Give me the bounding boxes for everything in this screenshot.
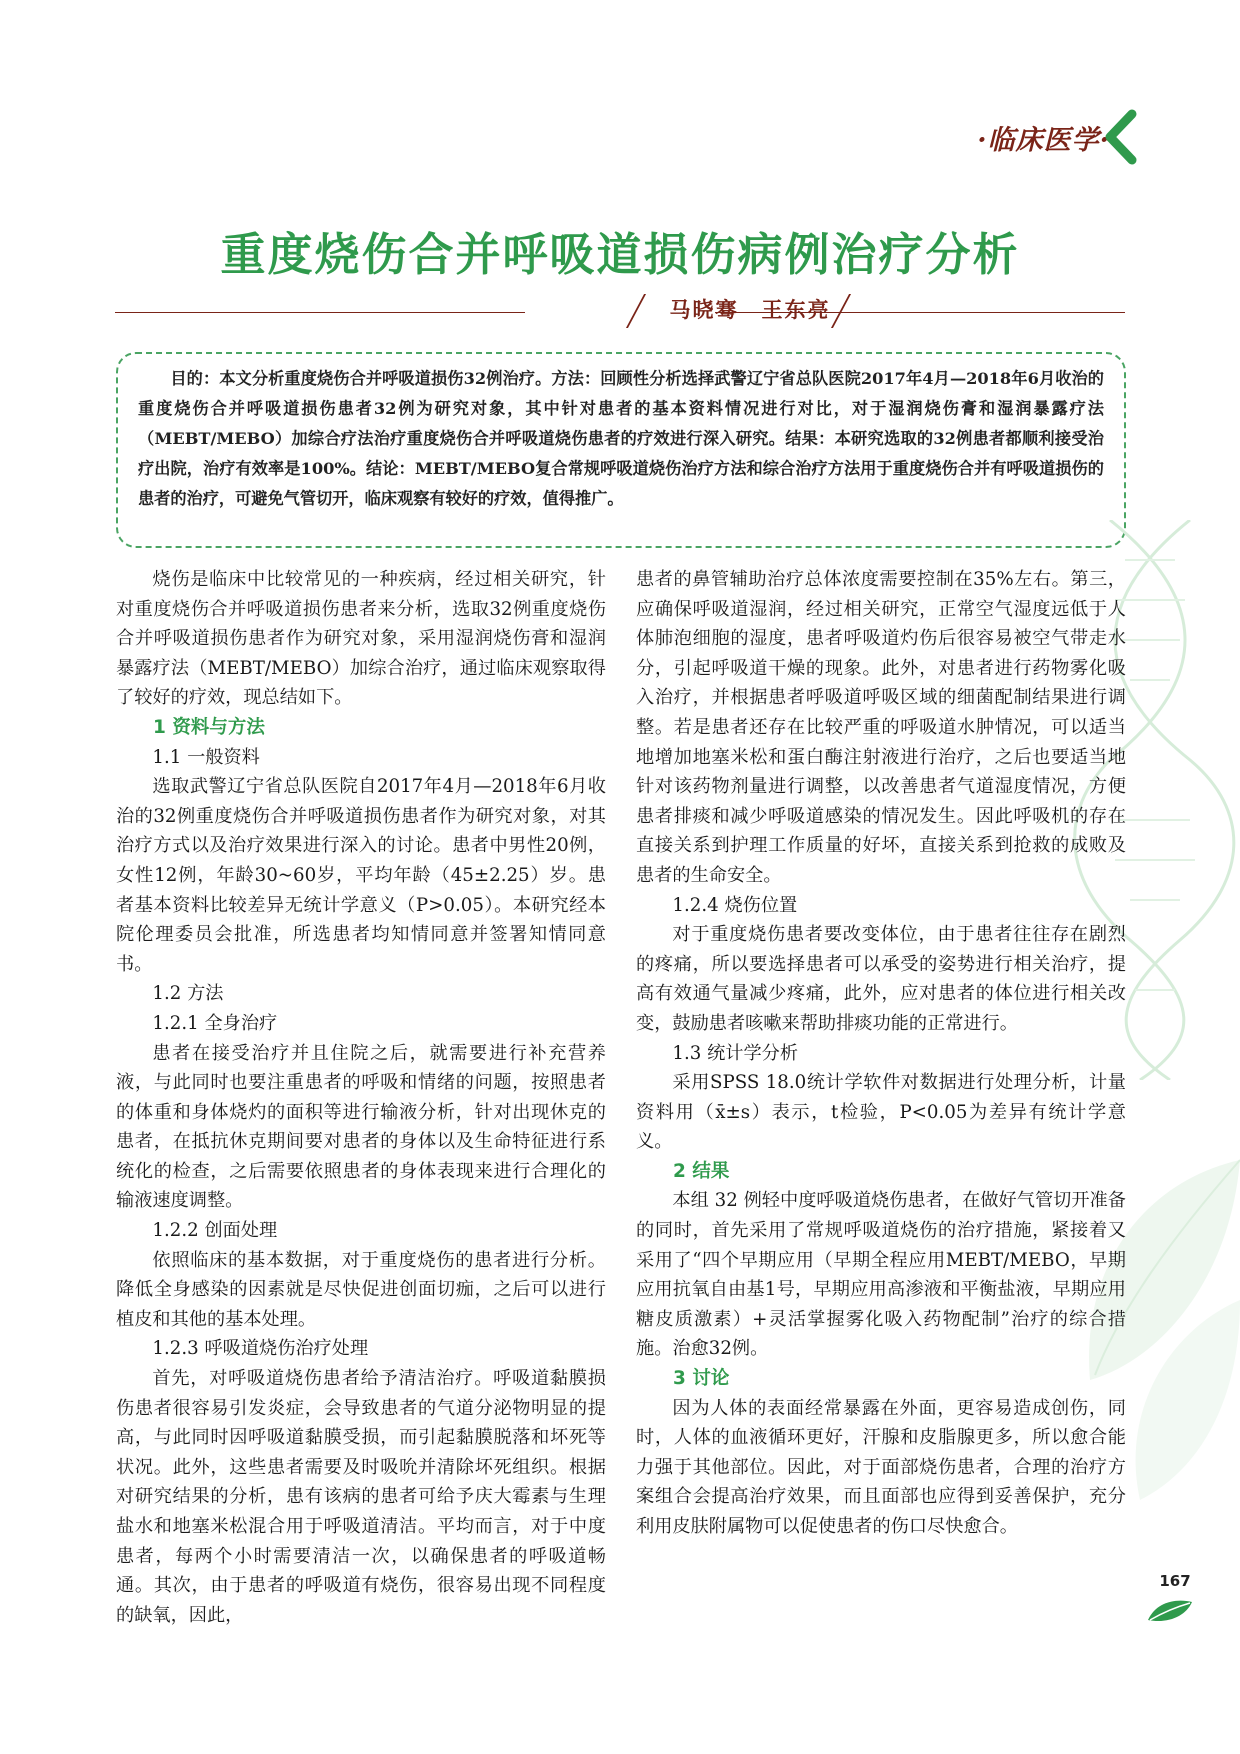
heading-burn-position: 1.2.4 烧伤位置 — [672, 894, 798, 916]
heading-systemic-treatment: 1.2.1 全身治疗 — [152, 1012, 278, 1034]
leaf-icon — [1146, 1596, 1194, 1626]
paragraph-burn-position: 对于重度烧伤患者要改变体位，由于患者往往存在剧烈的疼痛，所以要选择患者可以承受的姿势进行相关治疗，提高有效通气量减少疼痛，此外，应对患者的体位进行相关改变，鼓励患者咳嗽来帮助排痰功能的正常进行。 — [636, 924, 1126, 1034]
heading-materials-methods: 1 资料与方法 — [153, 716, 265, 738]
article-title: 重度烧伤合并呼吸道损伤病例治疗分析 — [220, 228, 1020, 281]
right-column — [636, 565, 1126, 1542]
section-label: ·临床医学· — [977, 125, 1110, 156]
paragraph-airway-burn-treatment: 首先，对呼吸道烧伤患者给予清洁治疗。呼吸道黏膜损伤患者很容易引发炎症，会导致患者的气道分泌物明显的提高，与此同时因呼吸道黏膜受损，而引起黏膜脱落和坏死等状况。此外，这些患者需要及时吸吮并清除坏死组织。根据对研究结果的分析，患有该病的患者可给予庆大霉素与生理盐水和地塞米松混合用于呼吸道清洁。平均而言，对于中度患者，每两个小时需要清洁一次，以确保患者的呼吸道畅通。其次，由于患者的呼吸道有烧伤，很容易出现不同程度的缺氧，因此， — [116, 1368, 606, 1626]
article-authors: 马晓骞 王东亮 — [669, 297, 831, 322]
paragraph-systemic-treatment: 患者在接受治疗并且住院之后，就需要进行补充营养液，与此同时也要注重患者的呼吸和情绪的问题，按照患者的体重和身体烧灼的面积等进行输液分析，针对出现休克的患者，在抵抗休克期间要对患者的身体以及生命特征进行系统化的检查，之后需要依照患者的身体表现来进行合理化的输液速度调整。 — [116, 1042, 606, 1212]
heading-statistics: 1.3 统计学分析 — [672, 1042, 799, 1064]
abstract-text: 目的：本文分析重度烧伤合并呼吸道损伤32例治疗。方法：回顾性分析选择武警辽宁省总队医院2017年4月—2018年6月收治的重度烧伤合并呼吸道损伤患者32例为研究对象，其中针对患者的基本资料情况进行对比，对于湿润烧伤膏和湿润暴露疗法（MEBT/MEBO）加综合疗法治疗重度烧伤合并呼吸道烧伤患者的疗效进行深入研究。结果：本研究选取的32例患者都顺利接受治疗出院，治疗有效率是100%。结论：MEBT/MEBO复合常规呼吸道烧伤治疗方法和综合治疗方法用于重度烧伤合并有呼吸道损伤的患者的治疗，可避免气管切开，临床观察有较好的疗效，值得推广。 — [138, 369, 1104, 508]
paragraph-airway-continued: 患者的鼻管辅助治疗总体浓度需要控制在35%左右。第三，应确保呼吸道湿润，经过相关研究，正常空气湿度远低于人体肺泡细胞的湿度，患者呼吸道灼伤后很容易被空气带走水分，引起呼吸道干燥的现象。此外，对患者进行药物雾化吸入治疗，并根据患者呼吸道呼吸区域的细菌配制结果进行调整。若是患者还存在比较严重的呼吸道水肿情况，可以适当地增加地塞米松和蛋白酶注射液进行治疗，之后也要适当地针对该药物剂量进行调整，以改善患者气道湿度情况，方便患者排痰和减少呼吸道感染的情况发生。因此呼吸机的存在直接关系到护理工作质量的好坏，直接关系到抢救的成败及患者的生命安全。 — [636, 569, 1126, 886]
heading-airway-burn-treatment: 1.2.3 呼吸道烧伤治疗处理 — [152, 1338, 369, 1360]
paragraph-statistics: 采用SPSS 18.0统计学软件对数据进行处理分析，计量资料用（x̄±s）表示，t检验，P<0.05为差异有统计学意义。 — [636, 1072, 1126, 1153]
paragraph-discussion: 因为人体的表面经常暴露在外面，更容易造成创伤，同时，人体的血液循环更好，汗腺和皮脂腺更多，所以愈合能力强于其他部位。因此，对于面部烧伤患者，合理的治疗方案组合会提高治疗效果，而且面部也应得到妥善保护，充分利用皮肤附属物可以促使患者的伤口尽快愈合。 — [636, 1397, 1126, 1537]
paragraph-results: 本组 32 例轻中度呼吸道烧伤患者，在做好气管切开准备的同时，首先采用了常规呼吸道烧伤的治疗措施，紧接着又采用了“四个早期应用（早期全程应用MEBT/MEBO，早期应用抗氧自由基1号，早期应用高渗液和平衡盐液，早期应用糖皮质激素）+灵活掌握雾化吸入药物配制”治疗的综合措施。治愈32例。 — [636, 1190, 1126, 1360]
page-number: 167 — [1159, 1572, 1191, 1590]
intro-paragraph: 烧伤是临床中比较常见的一种疾病，经过相关研究，针对重度烧伤合并呼吸道损伤患者来分析，选取32例重度烧伤合并呼吸道损伤患者作为研究对象，采用湿润烧伤膏和湿润暴露疗法（MEBT/MEBO）加综合治疗，通过临床观察取得了较好的疗效，现总结如下。 — [116, 569, 606, 709]
author-rule-left — [115, 312, 525, 313]
chevron-left-icon — [1100, 108, 1140, 166]
author-line — [115, 290, 1125, 330]
heading-results: 2 结果 — [673, 1160, 730, 1182]
heading-wound-treatment: 1.2.2 创面处理 — [152, 1220, 278, 1242]
paragraph-general-data: 选取武警辽宁省总队医院自2017年4月—2018年6月收治的32例重度烧伤合并呼吸道损伤患者作为研究对象，对其治疗方式以及治疗效果进行深入的讨论。患者中男性20例，女性12例，年龄30~60岁，平均年龄（45±2.25）岁。患者基本资料比较差异无统计学意义（P>0.05）。本研究经本院伦理委员会批准，所选患者均知情同意并签署知情同意书。 — [116, 776, 606, 975]
heading-discussion: 3 讨论 — [673, 1368, 730, 1390]
paragraph-wound-treatment: 依照临床的基本数据，对于重度烧伤的患者进行分析。降低全身感染的因素就是尽快促进创面切痂，之后可以进行植皮和其他的基本处理。 — [116, 1249, 606, 1330]
abstract-box — [116, 352, 1126, 548]
left-column — [116, 565, 606, 1630]
author-slash-left — [626, 294, 656, 328]
heading-methods: 1.2 方法 — [152, 983, 224, 1005]
heading-general-data: 1.1 一般资料 — [152, 746, 260, 768]
author-rule-right — [715, 312, 1125, 313]
